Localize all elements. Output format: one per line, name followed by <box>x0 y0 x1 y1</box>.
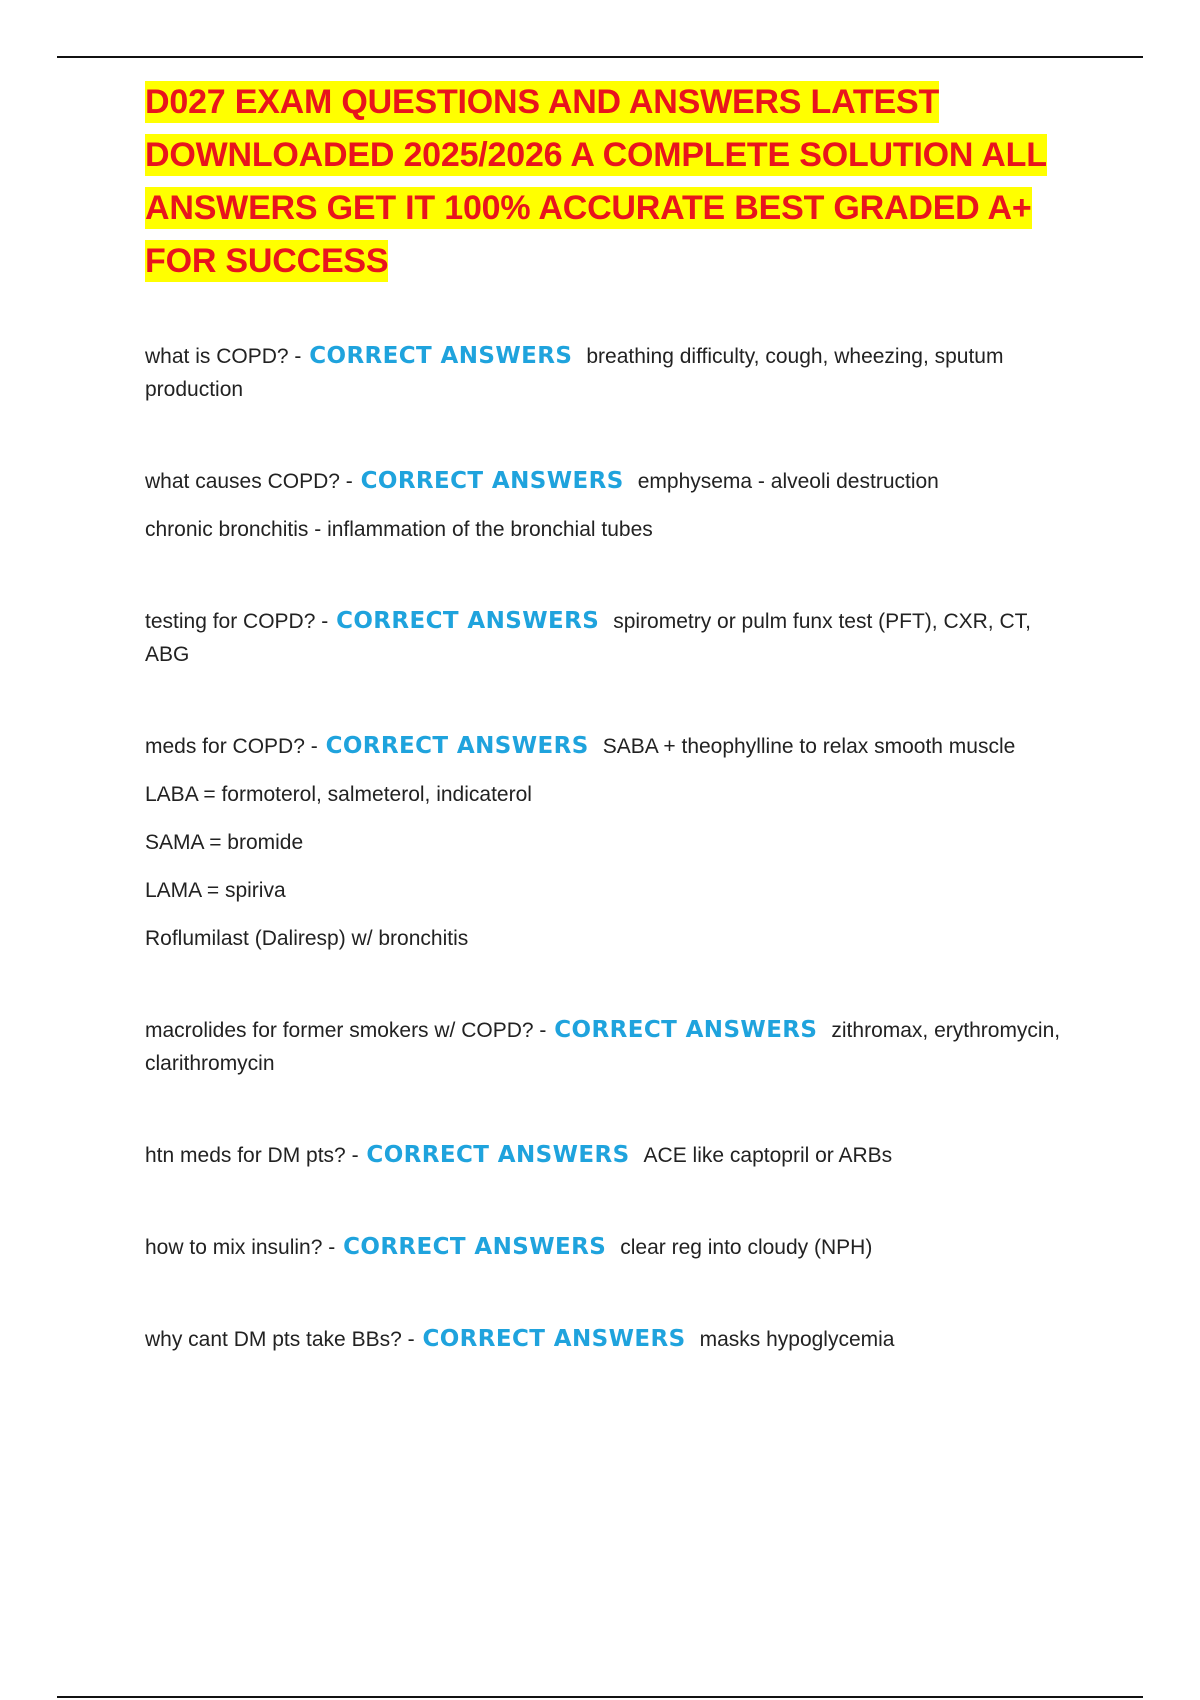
answer-text: clear reg into cloudy (NPH) <box>620 1236 873 1259</box>
question-text: macrolides for former smokers w/ COPD? - <box>145 1019 547 1042</box>
qa-item <box>145 1323 1075 1356</box>
qa-item <box>145 1014 1075 1080</box>
qa-list <box>145 340 1075 1356</box>
top-rule <box>57 56 1143 58</box>
answer-text: zithromax, erythromycin, clarithromycin <box>145 1019 1061 1075</box>
qa-item <box>145 605 1075 671</box>
document-title <box>145 76 1075 288</box>
qa-line <box>145 1014 1075 1080</box>
answer-extra-line: LABA = formoterol, salmeterol, indicaterol <box>145 783 532 806</box>
correct-answers-label: CORRECT ANSWERS <box>325 733 589 759</box>
answer-text: SABA + theophylline to relax smooth muscle <box>602 735 1016 758</box>
answer-text: masks hypoglycemia <box>699 1328 895 1351</box>
qa-item <box>145 465 1075 546</box>
question-text: htn meds for DM pts? - <box>145 1144 359 1167</box>
question-text: what is COPD? - <box>145 345 302 368</box>
document-title-text: D027 EXAM QUESTIONS AND ANSWERS LATEST DOWNLOADED 2025/2026 A COMPLETE SOLUTION ALL ANSWERS GET IT 100% ACCURATE BEST GRADED A+ FOR SUCCESS <box>145 83 1047 280</box>
qa-line <box>145 340 1075 406</box>
qa-line <box>145 730 1075 763</box>
bottom-rule <box>57 1696 1143 1698</box>
qa-item <box>145 1139 1075 1172</box>
question-text: why cant DM pts take BBs? - <box>145 1328 415 1351</box>
answer-extra-line: SAMA = bromide <box>145 831 304 854</box>
correct-answers-label: CORRECT ANSWERS <box>336 608 600 634</box>
answer-text: ACE like captopril or ARBs <box>643 1144 893 1167</box>
answer-text: spirometry or pulm funx test (PFT), CXR, CT, ABG <box>145 610 1031 666</box>
correct-answers-label: CORRECT ANSWERS <box>422 1326 686 1352</box>
qa-line <box>145 1231 1075 1264</box>
correct-answers-label: CORRECT ANSWERS <box>343 1234 607 1260</box>
qa-line <box>145 605 1075 671</box>
correct-answers-label: CORRECT ANSWERS <box>309 343 573 369</box>
question-text: what causes COPD? - <box>145 470 353 493</box>
qa-item <box>145 340 1075 406</box>
document-body <box>145 76 1075 1415</box>
correct-answers-label: CORRECT ANSWERS <box>360 468 624 494</box>
correct-answers-label: CORRECT ANSWERS <box>366 1142 630 1168</box>
answer-text: emphysema - alveoli destruction <box>637 470 939 493</box>
qa-line <box>145 1139 1075 1172</box>
correct-answers-label: CORRECT ANSWERS <box>554 1017 818 1043</box>
question-text: how to mix insulin? - <box>145 1236 336 1259</box>
qa-item <box>145 730 1075 955</box>
answer-extra-line: LAMA = spiriva <box>145 879 286 902</box>
question-text: testing for COPD? - <box>145 610 329 633</box>
answer-text: breathing difficulty, cough, wheezing, sputum production <box>145 345 1004 401</box>
question-text: meds for COPD? - <box>145 735 318 758</box>
answer-extra-line: Roflumilast (Daliresp) w/ bronchitis <box>145 927 469 950</box>
qa-line <box>145 1323 1075 1356</box>
answer-extra-line: chronic bronchitis - inflammation of the bronchial tubes <box>145 518 653 541</box>
qa-item <box>145 1231 1075 1264</box>
qa-line <box>145 465 1075 498</box>
